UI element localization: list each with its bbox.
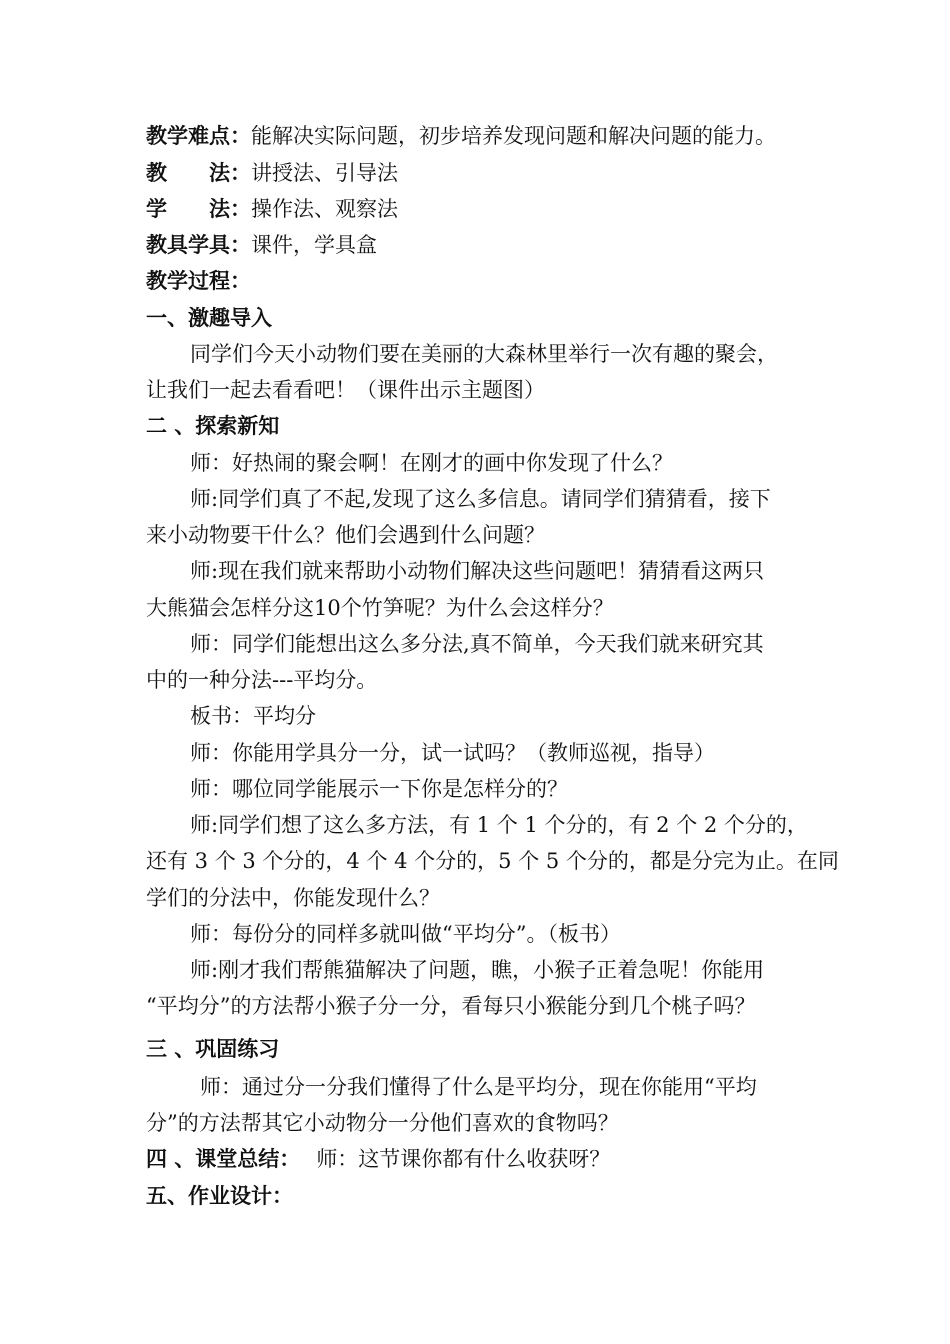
method-label-1: 教 (146, 160, 167, 185)
process-heading: 教学过程： (146, 268, 251, 293)
section2-heading: 二 、探索新知 (146, 413, 280, 438)
section2-line-10: 师：哪位同学能展示一下你是怎样分的？ (190, 777, 568, 801)
section1-line-2: 让我们一起去看看吧！（课件出示主题图） (146, 378, 545, 402)
section2-line-15: 师:刚才我们帮熊猫解决了问题，瞧，小猴子正着急呢！你能用 (190, 958, 765, 982)
section1-line-1: 同学们今天小动物们要在美丽的大森林里举行一次有趣的聚会， (190, 342, 778, 366)
difficulty-label: 教学难点： (146, 123, 251, 148)
section2-line-16: “平均分”的方法帮小猴子分一分，看每只小猴能分到几个桃子吗？ (146, 994, 756, 1018)
section4-text: 师：这节课你都有什么收获呀？ (316, 1147, 611, 1171)
section5-heading: 五、作业设计： (146, 1183, 293, 1208)
section3-line-1: 师：通过分一分我们懂得了什么是平均分，现在你能用“平均 (200, 1075, 757, 1099)
section2-line-13: 学们的分法中，你能发现什么？ (146, 886, 440, 910)
section2-line-14: 师：每份分的同样多就叫做“平均分”。（板书） (190, 922, 621, 946)
method-text: 讲授法、引导法 (251, 161, 398, 185)
section4-heading: 四 、课堂总结： (146, 1146, 301, 1171)
section1-heading: 一、激趣导入 (146, 305, 272, 330)
section4-line (146, 1141, 816, 1177)
section3-heading: 三 、巩固练习 (146, 1036, 280, 1061)
section2-line-2: 师:同学们真了不起,发现了这么多信息。请同学们猜猜看，接下 (190, 487, 771, 511)
tools-label: 教具学具： (146, 232, 251, 257)
section2-line-1: 师：好热闹的聚会啊！在刚才的画中你发现了什么？ (190, 451, 673, 475)
section2-line-3: 来小动物要干什么？他们会遇到什么问题？ (146, 523, 545, 547)
section2-line-4: 师:现在我们就来帮助小动物们解决这些问题吧！猜猜看这两只 (190, 559, 765, 583)
method-line (146, 155, 816, 191)
learn-label-2: 法： (209, 196, 251, 221)
section2-line-11: 师:同学们想了这么多方法，有 1 个 1 个分的，有 2 个 2 个分的， (190, 813, 808, 837)
section2-line-12: 还有 3 个 3 个分的，4 个 4 个分的，5 个 5 个分的，都是分完为止。在同 (146, 849, 839, 873)
learn-label-1: 学 (146, 196, 167, 221)
section2-line-5: 大熊猫会怎样分这10个竹笋呢？为什么会这样分？ (146, 596, 614, 620)
section2-line-7: 中的一种分法---平均分。 (146, 668, 378, 692)
section2-line-8: 板书：平均分 (190, 704, 316, 728)
section2-line-9: 师：你能用学具分一分，试一试吗？（教师巡视，指导） (190, 741, 715, 765)
difficulty-line (146, 118, 816, 154)
learn-line (146, 191, 816, 227)
difficulty-text: 能解决实际问题，初步培养发现问题和解决问题的能力。 (251, 124, 776, 148)
method-label-2: 法： (209, 160, 251, 185)
section2-line-6: 师：同学们能想出这么多分法,真不简单，今天我们就来研究其 (190, 632, 764, 656)
learn-text: 操作法、观察法 (251, 197, 398, 221)
tools-text: 课件，学具盒 (251, 233, 377, 257)
tools-line (146, 227, 816, 263)
section3-line-2: 分”的方法帮其它小动物分一分他们喜欢的食物吗？ (146, 1111, 619, 1135)
